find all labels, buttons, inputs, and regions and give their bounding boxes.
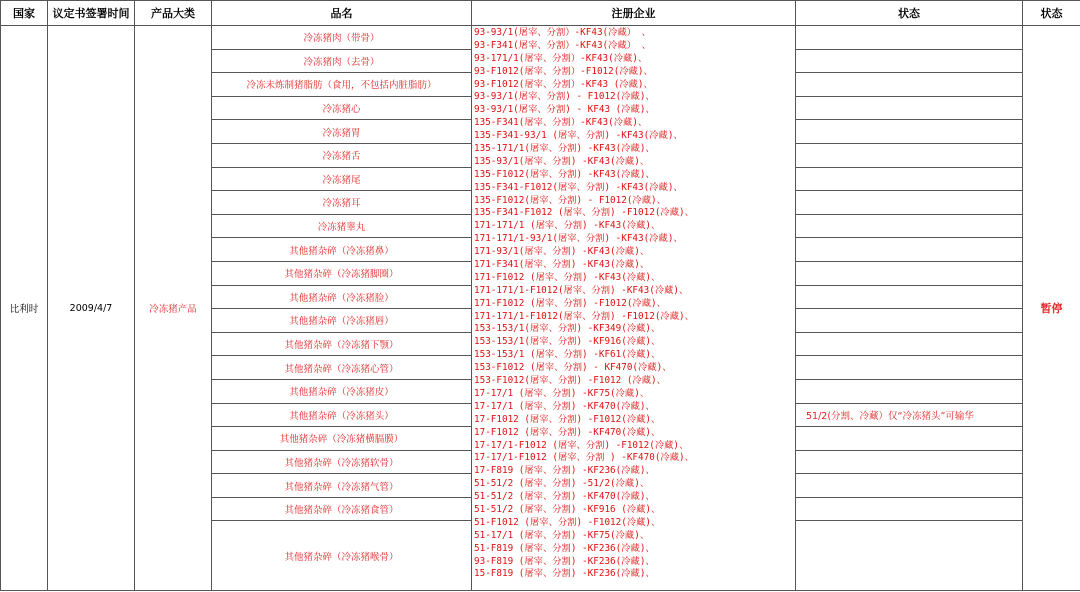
header-country: 国家 xyxy=(1,1,48,26)
product-name-cell: 其他猪杂碎（冷冻猪横膈膜） xyxy=(212,427,472,451)
product-name-cell: 其他猪杂碎（冷冻猪食管） xyxy=(212,497,472,521)
company-entry: 171-F341(屠宰、分割) -KF43(冷藏)、 xyxy=(474,259,650,271)
status-badge: 暂停 xyxy=(1023,26,1080,591)
company-entry: 171-93/1(屠宰、分割) -KF43(冷藏)、 xyxy=(474,246,650,258)
status-note-empty-cell xyxy=(796,356,1023,380)
status-note-empty-cell xyxy=(796,96,1023,120)
product-name-cell: 其他猪杂碎（冷冻猪头） xyxy=(212,403,472,427)
company-entry: 17-17/1 (屠宰、分割) -KF75(冷藏)、 xyxy=(474,387,650,399)
product-name-cell: 冷冻猪睾丸 xyxy=(212,214,472,238)
company-entry: 135-171/1(屠宰、分割) -KF43(冷藏)、 xyxy=(474,143,655,155)
company-entry: 153-F1012(屠宰、分割) -F1012 (冷藏)、 xyxy=(474,375,666,387)
company-entry: 93-93/1(屠宰、分割) - F1012(冷藏)、 xyxy=(474,91,655,103)
company-entry: 15-F819 (屠宰、分割) -KF236(冷藏)、 xyxy=(474,568,655,580)
sign-date-cell: 2009/4/7 xyxy=(48,26,135,591)
company-entry: 17-17/1 (屠宰、分割) -KF470(冷藏)、 xyxy=(474,400,655,412)
product-name-cell: 冷冻未炼制猪脂肪（食用，不包括内脏脂肪） xyxy=(212,73,472,97)
status-note-empty-cell xyxy=(796,26,1023,50)
company-entry: 171-171/1-F1012(屠宰、分割) -KF43(冷藏)、 xyxy=(474,284,689,296)
status-note-empty-cell xyxy=(796,497,1023,521)
status-note-empty-cell xyxy=(796,285,1023,309)
product-name-cell: 其他猪杂碎（冷冻猪脚圈） xyxy=(212,261,472,285)
company-entry: 171-F1012 (屠宰、分割) -F1012(冷藏)、 xyxy=(474,297,666,309)
status-note-empty-cell xyxy=(796,49,1023,73)
company-entry: 153-F1012 (屠宰、分割) - KF470(冷藏)、 xyxy=(474,362,672,374)
product-name-cell: 其他猪杂碎（冷冻猪脸） xyxy=(212,285,472,309)
product-name-cell: 其他猪杂碎（冷冻猪心管） xyxy=(212,356,472,380)
company-entry: 17-F819 (屠宰、分割) -KF236(冷藏)、 xyxy=(474,465,655,477)
company-entry: 51-51/2 (屠宰、分割) -KF470(冷藏)、 xyxy=(474,491,655,503)
company-entry: 93-F1012(屠宰、分割）-F1012(冷藏)、 xyxy=(474,65,653,77)
status-note-empty-cell xyxy=(796,521,1023,591)
company-entry: 153-153/1(屠宰、分割) -KF349(冷藏)、 xyxy=(474,323,661,335)
company-entry: 153-153/1 (屠宰、分割) -KF61(冷藏)、 xyxy=(474,349,661,361)
status-note-empty-cell xyxy=(796,474,1023,498)
company-entry: 171-171/1-F1012(屠宰、分割) -F1012(冷藏)、 xyxy=(474,310,694,322)
company-entry: 93-93/1(屠宰、分割）-KF43(冷藏） 、 xyxy=(474,27,651,38)
company-entry: 51-17/1 (屠宰、分割) -KF75(冷藏)、 xyxy=(474,529,650,541)
company-entry: 135-F341-F1012 (屠宰、分割) -F1012(冷藏)、 xyxy=(474,207,694,219)
status-note-empty-cell xyxy=(796,450,1023,474)
company-entry: 17-F1012 (屠宰、分割) -F1012(冷藏)、 xyxy=(474,413,661,425)
header-sign-date: 议定书签署时间 xyxy=(48,1,135,26)
status-note-empty-cell xyxy=(796,379,1023,403)
company-entry: 135-F1012(屠宰、分割) -KF43(冷藏)、 xyxy=(474,168,655,180)
product-name-cell: 其他猪杂碎（冷冻猪鼻） xyxy=(212,238,472,262)
product-name-cell: 其他猪杂碎（冷冻猪喉骨） xyxy=(212,521,472,591)
product-name-cell: 冷冻猪肉（去骨） xyxy=(212,49,472,73)
company-entry: 93-171/1(屠宰、分割）-KF43(冷藏)、 xyxy=(474,52,648,64)
company-entry: 135-93/1(屠宰、分割) -KF43(冷藏)、 xyxy=(474,155,650,167)
company-entry: 51-F1012 (屠宰、分割) -F1012(冷藏)、 xyxy=(474,516,661,528)
company-entry: 93-F341(屠宰、分割）-KF43(冷藏） 、 xyxy=(474,39,651,51)
company-entry: 135-F341-93/1 (屠宰、分割) -KF43(冷藏)、 xyxy=(474,130,683,142)
product-name-cell: 其他猪杂碎（冷冻猪下颚） xyxy=(212,332,472,356)
company-entry: 17-17/1-F1012 (屠宰、分割 ) -KF470(冷藏)、 xyxy=(474,452,694,464)
company-entry: 93-93/1(屠宰、分割) - KF43 (冷藏)、 xyxy=(474,104,655,116)
company-entry: 17-F1012 (屠宰、分割) -KF470(冷藏)、 xyxy=(474,426,661,438)
header-registered-company: 注册企业 xyxy=(472,1,796,26)
product-name-cell: 冷冻猪胃 xyxy=(212,120,472,144)
table-row xyxy=(1,26,1080,50)
header-status: 状态 xyxy=(1023,1,1080,26)
company-entry: 171-171/1-93/1(屠宰、分割) -KF43(冷藏)、 xyxy=(474,233,683,245)
status-note-empty-cell xyxy=(796,167,1023,191)
status-note-cell: 51/2(分割、冷藏）仅“冷冻猪头”可输华 xyxy=(796,403,1023,427)
header-product-name: 品名 xyxy=(212,1,472,26)
registered-company-list xyxy=(472,26,796,591)
product-name-cell: 其他猪杂碎（冷冻猪气管） xyxy=(212,474,472,498)
status-note-empty-cell xyxy=(796,332,1023,356)
product-name-cell: 冷冻猪耳 xyxy=(212,191,472,215)
product-name-cell: 其他猪杂碎（冷冻猪软骨） xyxy=(212,450,472,474)
product-name-cell: 冷冻猪舌 xyxy=(212,143,472,167)
product-name-cell: 冷冻猪肉（带骨） xyxy=(212,26,472,50)
status-note-empty-cell xyxy=(796,427,1023,451)
header-category: 产品大类 xyxy=(135,1,212,26)
company-entry: 153-153/1(屠宰、分割) -KF916(冷藏)、 xyxy=(474,336,661,348)
status-note-empty-cell xyxy=(796,143,1023,167)
company-entry: 93-F819 (屠宰、分割) -KF236(冷藏)、 xyxy=(474,555,655,567)
status-note-empty-cell xyxy=(796,261,1023,285)
status-note-empty-cell xyxy=(796,309,1023,333)
header-status-note: 状态 xyxy=(796,1,1023,26)
company-entry: 135-F341(屠宰、分割）-KF43(冷藏)、 xyxy=(474,117,648,129)
status-note-empty-cell xyxy=(796,214,1023,238)
category-cell: 冷冻猪产品 xyxy=(135,26,212,591)
status-note-empty-cell xyxy=(796,238,1023,262)
status-note-empty-cell xyxy=(796,191,1023,215)
company-entry: 51-51/2 (屠宰、分割) -KF916 (冷藏)、 xyxy=(474,503,661,515)
company-entry: 17-17/1-F1012 (屠宰、分割) -F1012(冷藏)、 xyxy=(474,439,689,451)
product-name-cell: 冷冻猪尾 xyxy=(212,167,472,191)
company-entry: 135-F1012(屠宰、分割) - F1012(冷藏)、 xyxy=(474,194,666,206)
status-note-empty-cell xyxy=(796,120,1023,144)
header-row xyxy=(1,1,1080,26)
status-note-empty-cell xyxy=(796,73,1023,97)
country-cell: 比利时 xyxy=(1,26,48,591)
company-entry: 135-F341-F1012(屠宰、分割) -KF43(冷藏)、 xyxy=(474,181,683,193)
product-name-cell: 冷冻猪心 xyxy=(212,96,472,120)
product-name-cell: 其他猪杂碎（冷冻猪唇） xyxy=(212,309,472,333)
company-entry: 171-171/1 (屠宰、分割) -KF43(冷藏)、 xyxy=(474,220,661,232)
product-name-cell: 其他猪杂碎（冷冻猪皮） xyxy=(212,379,472,403)
company-entry: 51-F819 (屠宰、分割) -KF236(冷藏)、 xyxy=(474,542,655,554)
company-entry: 171-F1012 (屠宰、分割) -KF43(冷藏)、 xyxy=(474,271,661,283)
company-entry: 93-F1012(屠宰、分割）-KF43 (冷藏)、 xyxy=(474,78,653,90)
company-entry: 51-51/2 (屠宰、分割) -51/2(冷藏)、 xyxy=(474,478,650,490)
